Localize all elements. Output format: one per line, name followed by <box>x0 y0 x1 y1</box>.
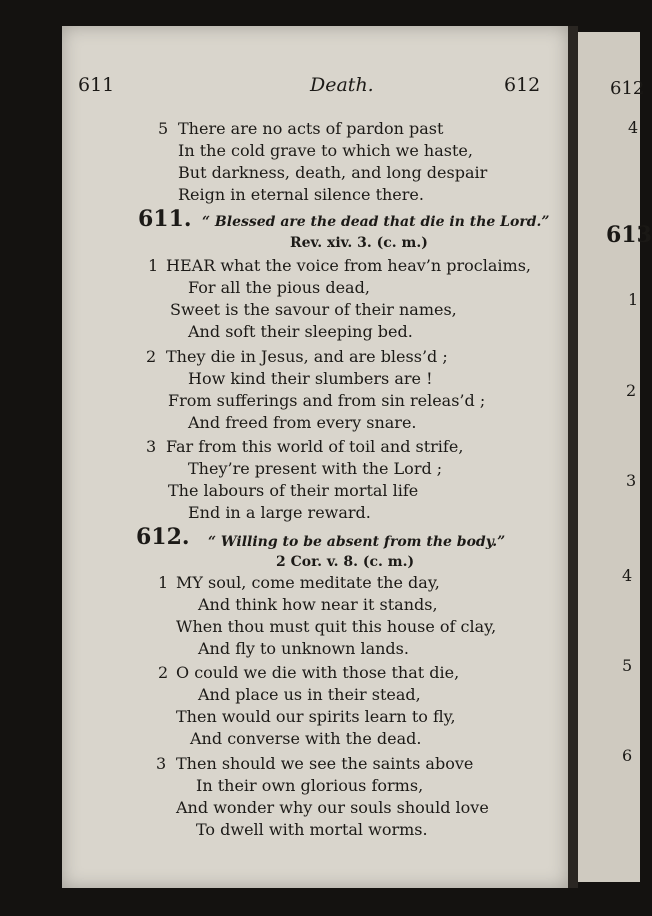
right-page-number: 612 <box>504 74 541 96</box>
verse-line: For all the pious dead, <box>188 278 370 297</box>
verse-number: 5 <box>158 119 169 138</box>
verse-line: Then would our spirits learn to fly, <box>176 707 456 726</box>
verse-line: And freed from every snare. <box>188 413 417 432</box>
verse-line: Reign in eternal silence there. <box>178 185 424 204</box>
verse-line: There are no acts of pardon past <box>178 119 444 138</box>
adjacent-verse-number: 1 <box>628 290 639 309</box>
verse-line: When thou must quit this house of clay, <box>176 617 497 636</box>
verse-line: And wonder why our souls should love <box>176 798 489 817</box>
verse-number: 3 <box>146 437 157 456</box>
adjacent-verse-number: 4 <box>628 118 639 137</box>
verse-number: 3 <box>156 754 167 773</box>
section-title: Death. <box>310 74 374 96</box>
verse-number: 2 <box>158 663 169 682</box>
verse-line: HEAR what the voice from heav’n proclaims, <box>166 256 531 275</box>
verse-line: To dwell with mortal worms. <box>196 820 428 839</box>
verse-line: Then should we see the saints above <box>176 754 474 773</box>
left-page-number: 611 <box>78 74 115 96</box>
scripture-reference: Rev. xiv. 3. (c. m.) <box>290 235 428 251</box>
verse-number: 2 <box>146 347 157 366</box>
verse-line: But darkness, death, and long despair <box>178 163 488 182</box>
book-gutter <box>568 26 578 888</box>
adjacent-verse-number: 2 <box>626 381 637 400</box>
verse-line: They die in Jesus, and are bless’d ; <box>166 347 448 366</box>
adjacent-verse-number: 5 <box>622 656 633 675</box>
verse-line: O could we die with those that die, <box>176 663 460 682</box>
hymn-number: 611. <box>138 206 192 232</box>
verse-line: And soft their sleeping bed. <box>188 322 413 341</box>
verse-line: Far from this world of toil and strife, <box>166 437 464 456</box>
verse-line: And fly to unknown lands. <box>198 639 409 658</box>
adjacent-verse-number: 4 <box>622 566 633 585</box>
adjacent-hymn-number: 613 <box>606 222 652 248</box>
verse-line: MY soul, come meditate the day, <box>176 573 440 592</box>
verse-line: They’re present with the Lord ; <box>188 459 443 478</box>
verse-line: In the cold grave to which we haste, <box>178 141 473 160</box>
verse-line: End in a large reward. <box>188 503 371 522</box>
verse-line: How kind their slumbers are ! <box>188 369 433 388</box>
verse-number: 1 <box>148 256 159 275</box>
running-header <box>78 74 541 104</box>
verse-line: And converse with the dead. <box>190 729 422 748</box>
adjacent-page-number: 612 <box>610 78 645 99</box>
adjacent-verse-number: 6 <box>622 746 633 765</box>
scripture-reference: 2 Cor. v. 8. (c. m.) <box>276 554 415 570</box>
verse-line: And think how near it stands, <box>198 595 438 614</box>
hymn-subtitle: “ Blessed are the dead that die in the Lord.” <box>202 214 550 230</box>
verse-line: The labours of their mortal life <box>168 481 419 500</box>
verse-line: In their own glorious forms, <box>196 776 424 795</box>
verse-line: From sufferings and from sin releas’d ; <box>168 391 486 410</box>
hymn-subtitle: “ Willing to be absent from the body.” <box>208 534 506 550</box>
hymn-number: 612. <box>136 524 190 550</box>
verse-line: Sweet is the savour of their names, <box>170 300 457 319</box>
verse-number: 1 <box>158 573 169 592</box>
verse-line: And place us in their stead, <box>198 685 421 704</box>
adjacent-verse-number: 3 <box>626 471 637 490</box>
